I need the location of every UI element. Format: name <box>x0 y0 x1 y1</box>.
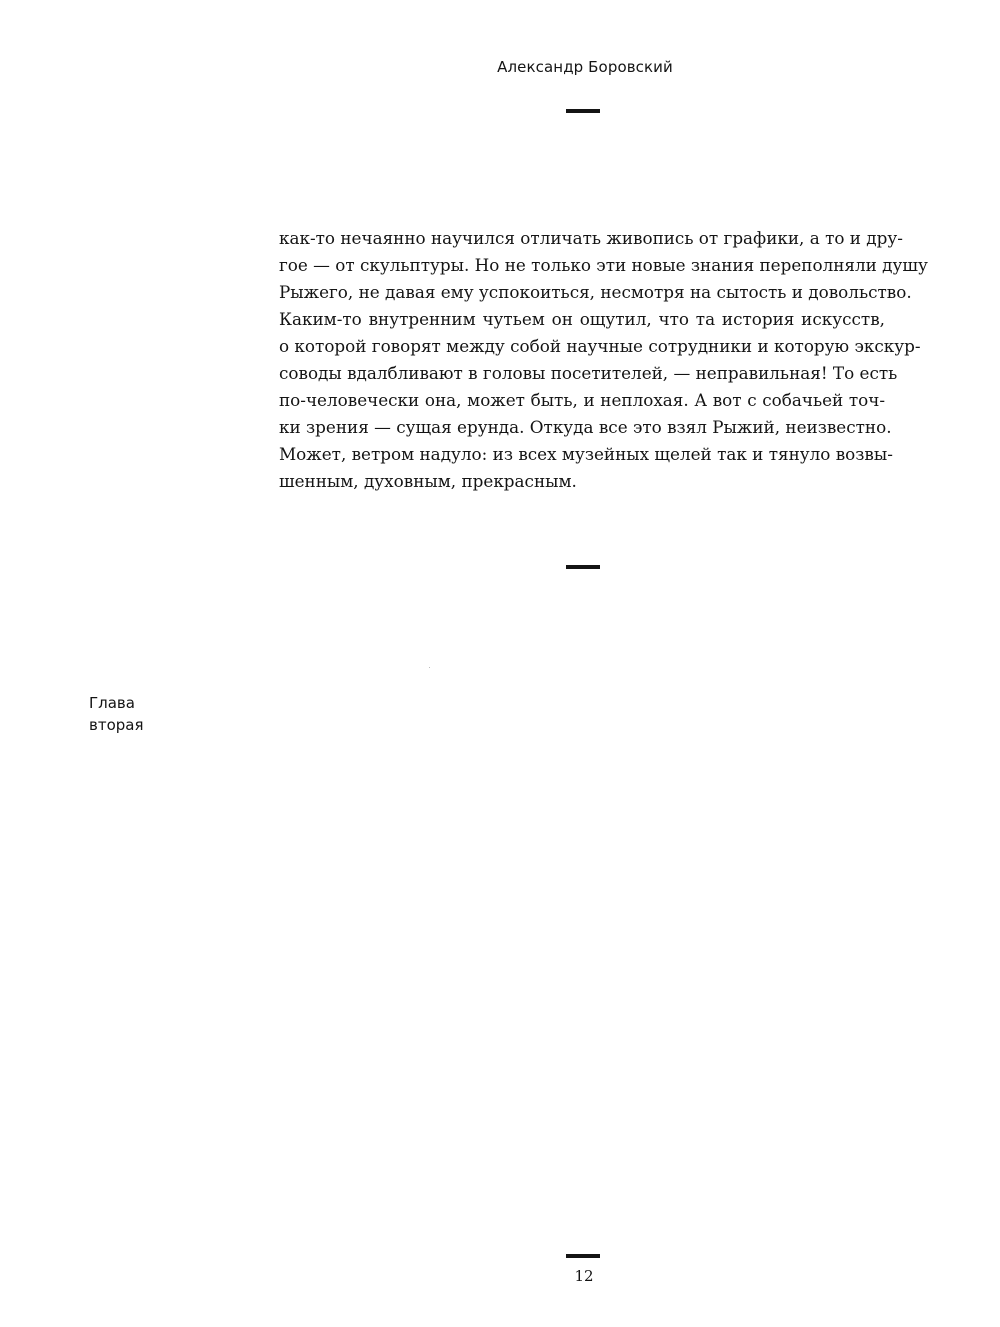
body-paragraph <box>279 225 928 495</box>
text-line: шенным, духовным, прекрасным. <box>279 471 577 491</box>
top-rule <box>566 109 600 113</box>
text-line: Каким-то внутренним чутьем он ощутил, что та история искусств, <box>279 309 885 329</box>
text-line: соводы вдалбливают в головы посетителей, — неправильная! То есть <box>279 363 898 383</box>
text-line: Может, ветром надуло: из всех музейных щелей так и тянуло возвы- <box>279 444 893 464</box>
chapter-heading-line: вторая <box>89 716 144 734</box>
text-line: как-то нечаянно научился отличать живопись от графики, а то и дру- <box>279 228 903 248</box>
page-number: 12 <box>574 1267 594 1285</box>
text-line: по-человечески она, может быть, и неплохая. А вот с собачьей точ- <box>279 390 885 410</box>
chapter-heading <box>89 692 144 736</box>
text-line: о которой говорят между собой научные сотрудники и которую экскур- <box>279 336 921 356</box>
stray-dot <box>429 667 430 668</box>
running-head: Александр Боровский <box>497 58 673 76</box>
text-line: ки зрения — сущая ерунда. Откуда все это взял Рыжий, неизвестно. <box>279 417 892 437</box>
chapter-heading-line: Глава <box>89 694 135 712</box>
text-line: гое — от скульптуры. Но не только эти новые знания переполняли душу <box>279 255 928 275</box>
section-divider-rule <box>566 565 600 569</box>
text-line: Рыжего, не давая ему успокоиться, несмотря на сытость и довольство. <box>279 282 912 302</box>
folio-rule <box>566 1254 600 1258</box>
